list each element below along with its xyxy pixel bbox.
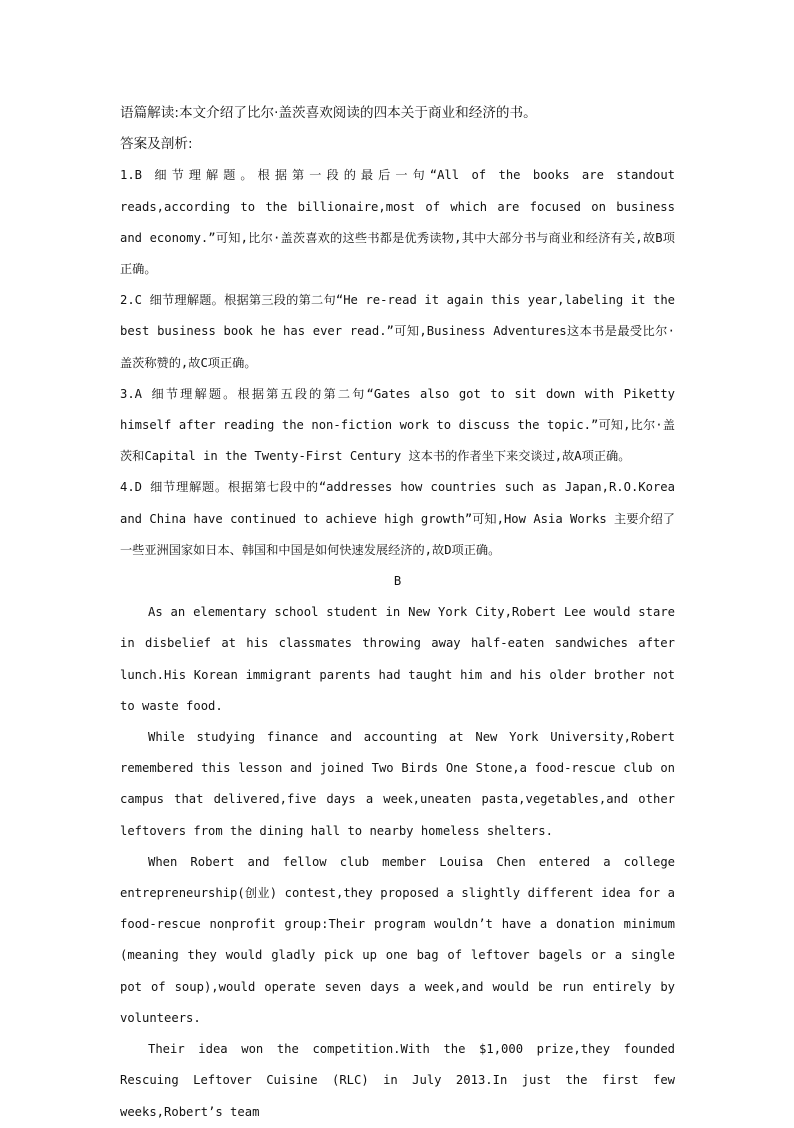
passage-paragraph-2: While studying finance and accounting at New York University,Robert remembered this lesson and joined Two Birds One Stone,a food-rescue club on campus that delivered,five days a week,uneaten pasta,vegetables,and other leftovers from the dining hall to nearby homeless shelters. [120,730,675,838]
section-label: B [393,574,402,589]
passage-paragraph-1: As an elementary school student in New York City,Robert Lee would stare in disbelief at his classmates throwing away half-eaten sandwiches after lunch.His Korean immigrant parents had taught him and his older brother not to waste food. [120,605,675,713]
passage-paragraph-4: Their idea won the competition.With the $1,000 prize,they founded Rescuing Leftover Cuisine (RLC) in July 2013.In just the first few weeks,Robert’s team [120,1042,675,1119]
answer-3: 3.A 细节理解题。根据第五段的第二句“Gates also got to sit down with Piketty himself after reading the non-fiction work to discuss the topic.”可知,比尔·盖茨和Capital in the Twenty-First Century 这本书的作者坐下来交谈过,故A项正确。 [120,386,675,464]
passage-summary: 语篇解读:本文介绍了比尔·盖茨喜欢阅读的四本关于商业和经济的书。 [120,105,537,121]
passage-paragraph-3: When Robert and fellow club member Louisa Chen entered a college entrepreneurship(创业) contest,they proposed a slightly different idea for a food-rescue nonprofit group:Their program wouldn’t have a donation minimum (meaning they would gladly pick up one bag of leftover bagels or a single pot of soup),would operate seven days a week,and would be run entirely by volunteers. [120,854,675,1025]
answer-1: 1.B 细节理解题。根据第一段的最后一句“All of the books are standout reads,according to the billionaire,most of which are focused on business and economy.”可知,比尔·盖茨喜欢的这些书都是优秀读物,其中大部分书与商业和经济有关,故B项正确。 [120,168,675,277]
answers-heading: 答案及剖析: [120,136,193,153]
answer-4: 4.D 细节理解题。根据第七段中的“addresses how countries such as Japan,R.O.Korea and China have continued to achieve high growth”可知,How Asia Works 主要介绍了一些亚洲国家如日本、韩国和中国是如何快速发展经济的,故D项正确。 [120,480,675,557]
answer-2: 2.C 细节理解题。根据第三段的第二句“He re-read it again this year,labeling it the best business book he has ever read.”可知,Business Adventures这本书是最受比尔·盖茨称赞的,故C项正确。 [120,293,675,370]
document-page [120,98,675,1128]
